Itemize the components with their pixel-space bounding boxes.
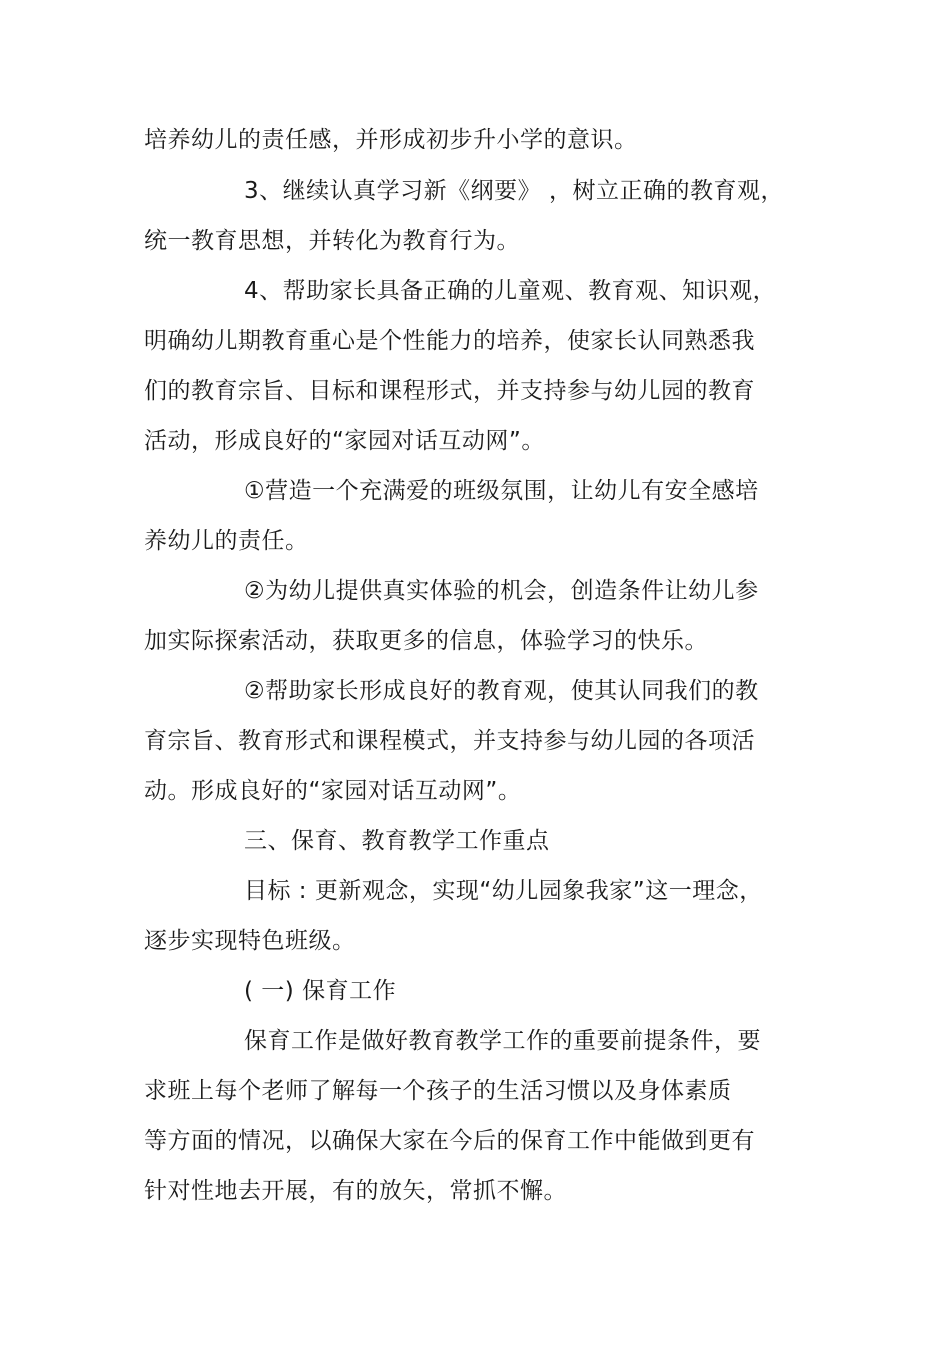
- section-heading: 三、保育、教育教学工作重点: [244, 828, 550, 854]
- paragraph-line: 针对性地去开展，有的放矢，常抓不懈。: [144, 1178, 567, 1204]
- subsection-heading: ( 一) 保育工作: [244, 978, 397, 1004]
- paragraph-line: 逐步实现特色班级。: [144, 928, 356, 954]
- paragraph-line: 加实际探索活动，获取更多的信息，体验学习的快乐。: [144, 628, 708, 654]
- paragraph-line: 养幼儿的责任。: [144, 528, 309, 554]
- paragraph-line: 活动，形成良好的“家园对话互动网”。: [144, 428, 545, 454]
- paragraph-line: 统一教育思想，并转化为教育行为。: [144, 228, 520, 254]
- paragraph-line: 动。形成良好的“家园对话互动网”。: [144, 778, 522, 804]
- paragraph-line: 们的教育宗旨、目标和课程形式，并支持参与幼儿园的教育: [144, 378, 755, 404]
- paragraph-line: 保育工作是做好教育教学工作的重要前提条件，要: [244, 1028, 761, 1054]
- paragraph-line: 育宗旨、教育形式和课程模式，并支持参与幼儿园的各项活: [144, 728, 755, 754]
- paragraph-line: 3、继续认真学习新《纲要》 ，树立正确的教育观，: [244, 178, 784, 204]
- paragraph-line: 目标 : 更新观念，实现“幼儿园象我家”这一理念，: [244, 878, 763, 904]
- paragraph-line: 明确幼儿期教育重心是个性能力的培养，使家长认同熟悉我: [144, 328, 755, 354]
- paragraph-line: 求班上每个老师了解每一个孩子的生活习惯以及身体素质: [144, 1078, 732, 1104]
- paragraph-line: 等方面的情况，以确保大家在今后的保育工作中能做到更有: [144, 1128, 755, 1154]
- paragraph-line: 4、帮助家长具备正确的儿童观、教育观、知识观，: [244, 278, 777, 304]
- paragraph-line: ②帮助家长形成良好的教育观，使其认同我们的教: [244, 678, 759, 704]
- paragraph-line: 培养幼儿的责任感，并形成初步升小学的意识。: [144, 127, 638, 153]
- paragraph-line: ②为幼儿提供真实体验的机会，创造条件让幼儿参: [244, 578, 759, 604]
- paragraph-line: ①营造一个充满爱的班级氛围，让幼儿有安全感培: [244, 478, 759, 504]
